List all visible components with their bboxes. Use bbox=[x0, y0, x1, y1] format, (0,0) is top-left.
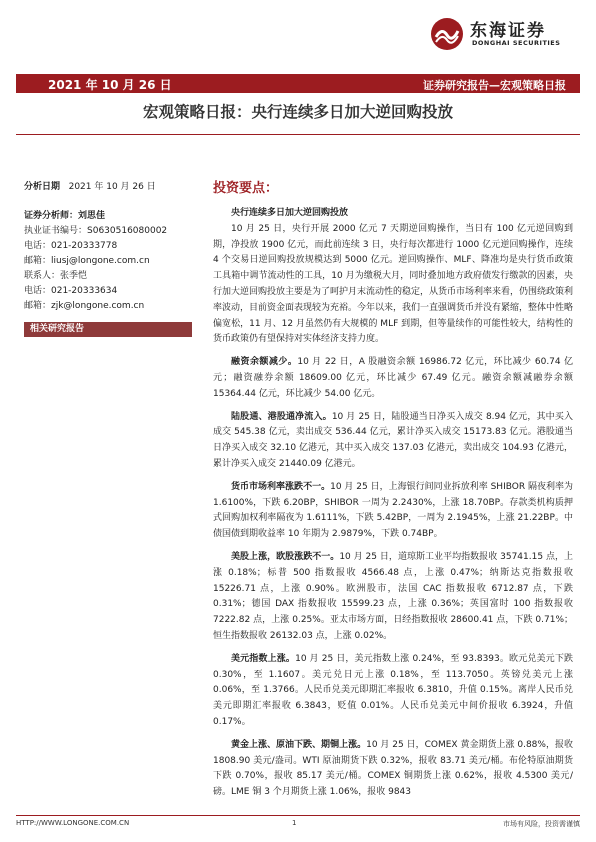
analyst-phone: 电话：021-20333778 bbox=[24, 241, 118, 251]
footer-divider bbox=[16, 815, 580, 816]
summary-paragraph: 10 月 25 日，央行开展 2000 亿元 7 天期逆回购操作，当日有 100 亿元逆回购到期，净投放 1900 亿元，而此前连续 3 日，央行每次都进行 1000 亿元逆回购操作，连续 4 个交易日逆回购投放规模达到 5000 亿元。逆回购操作、MLF、降准均是央行货币政策工具箱中调节流动性的工具，10 月为缴税大月，同时叠加地方政府债发行缴款的因素，央行加大逆回购投放主要是为了呵护月末流动性的稳定，从货币市场利率来看，仍围绕政策利率波动，目前资金面表现较为充裕。今年以来，我们一直强调货币并没有紧缩，整体中性略偏宽松，11 月、12 月虽然仍有大规模的 MLF 到期，但等量续作的可能性较大，结构性的货币政策仍有望保持对实体经济支持力度。 bbox=[213, 223, 574, 345]
analysis-date-value: 2021 年 10 月 26 日 bbox=[68, 182, 156, 192]
item-money-market bbox=[213, 480, 573, 543]
contact-person: 联系人：张季恺 bbox=[24, 271, 88, 281]
risk-disclaimer: 市场有风险，投资需谨慎 bbox=[503, 820, 580, 828]
item-connect bbox=[213, 410, 573, 473]
title-divider bbox=[16, 134, 580, 135]
item-lead: 黄金上涨、原油下跌、期铜上涨。 bbox=[231, 739, 367, 750]
item-text: 10 月 25 日，COMEX 黄金期货上涨 0.88%，报收 1808.90 美元/盎司。WTI 原油期货下跌 0.32%，报收 83.71 美元/桶。布伦特原油期货下跌 0.70%，报收 85.17 美元/桶。COMEX 铜期货上涨 0.62%，报收 4.5300 美元/磅。LME 铜 3 个月期货上涨 1.06%，报收 9843 bbox=[213, 739, 573, 798]
analysis-date bbox=[24, 180, 194, 195]
item-text: 10 月 25 日，道琼斯工业平均指数报收 35741.15 点，上涨 0.18%；标普 500 指数报收 4566.48 点，上涨 0.47%；纳斯达克指数报收 15226.71 点，上涨 0.90%。欧洲股市，法国 CAC 指数报收 6712.87 点，下跌 0.31%；德国 DAX 指数报收 15599.23 点，上涨 0.36%；英国富时 100 指数报收 7222.82 点，上涨 0.25%。亚太市场方面，日经指数报收 28600.41 点，下跌 0.71%；恒生指数报收 26132.03 点，上涨 0.02%。 bbox=[213, 551, 573, 641]
analyst-sidebar bbox=[24, 180, 194, 337]
item-lead: 美元指数上涨。 bbox=[231, 653, 296, 664]
logo-text-cn: 东海证券 bbox=[470, 21, 546, 41]
license-number: 执业证书编号：S0630516080002 bbox=[24, 226, 168, 236]
contact-email[interactable]: 邮箱：zjk@longone.com.cn bbox=[24, 301, 145, 311]
company-logo bbox=[430, 14, 580, 54]
contact-phone: 电话：021-20333634 bbox=[24, 286, 118, 296]
report-date: 2021 年 10 月 26 日 bbox=[48, 78, 172, 92]
analysis-date-label: 分析日期 bbox=[24, 182, 61, 192]
page-title: 宏观策略日报：央行连续多日加大逆回购投放 bbox=[142, 103, 453, 121]
analyst-email[interactable]: 邮箱：liusj@longone.com.cn bbox=[24, 256, 150, 266]
item-text: 10 月 25 日，上海银行间同业拆放利率 SHIBOR 隔夜利率为 1.6100%，下跌 6.20BP，SHIBOR 一周为 2.2430%，上涨 18.70BP。存款类机构质押式回购加权利率隔夜为 1.6111%，下跌 5.42BP，一周为 2.1945%，上涨 21.22BP。中债国债到期收益率 10 年期为 2.9879%，下跌 0.74BP。 bbox=[213, 481, 573, 540]
analyst-name: 证券分析师：刘思佳 bbox=[24, 211, 106, 221]
item-fx bbox=[213, 652, 573, 731]
section-subheading: 央行连续多日加大逆回购投放 bbox=[231, 208, 349, 218]
related-reports-header: 相关研究报告 bbox=[24, 322, 192, 337]
header-banner bbox=[16, 74, 580, 93]
logo-text-en: DONGHAI SECURITIES bbox=[472, 39, 561, 47]
item-margin bbox=[213, 355, 573, 402]
item-text: 10 月 25 日，陆股通当日净买入成交 8.94 亿元，其中买入成交 545.38 亿元，卖出成交 536.44 亿元，累计净买入成交 15173.83 亿元。港股通当日净买入成交 32.10 亿港元，其中买入成交 137.03 亿港元，卖出成交 104.93 亿港元，累计净买入成交 21440.09 亿港元。 bbox=[213, 411, 573, 469]
item-lead: 融资余额减少。 bbox=[231, 357, 298, 368]
item-text: 10 月 22 日，A 股融资余额 16986.72 亿元，环比减少 60.74 亿元；融资融券余额 18609.00 亿元，环比减少 67.49 亿元。融资余额减融券余额 15364.44 亿元，环比减少 54.00 亿元。 bbox=[213, 357, 573, 399]
footer-url[interactable]: HTTP://WWW.LONGONE.COM.CN bbox=[16, 819, 130, 827]
item-lead: 货币市场利率涨跌不一。 bbox=[231, 481, 331, 492]
logo-mark-icon bbox=[430, 17, 464, 51]
item-lead: 美股上涨，欧股涨跌不一。 bbox=[231, 551, 340, 562]
item-equities bbox=[213, 550, 573, 645]
item-lead: 陆股通、港股通净流入。 bbox=[231, 411, 332, 422]
item-commodities bbox=[213, 738, 573, 801]
item-text: 10 月 25 日，美元指数上涨 0.24%，至 93.8393。欧元兑美元下跌 0.30%，至 1.1607。美元兑日元上涨 0.18%，至 113.7050。英镑兑美元上涨 0.06%，至 1.3766。人民币兑美元即期汇率报收 6.3810，升值 0.15%。离岸人民币兑美元即期汇率报收 6.3843，贬值 0.01%。人民币兑美元中间价报收 6.3924，升值 0.17%。 bbox=[213, 653, 573, 727]
main-content bbox=[213, 180, 573, 808]
page-number: 1 bbox=[292, 819, 297, 827]
key-points-heading: 投资要点： bbox=[213, 181, 279, 196]
report-category: 证券研究报告—宏观策略日报 bbox=[423, 79, 566, 92]
